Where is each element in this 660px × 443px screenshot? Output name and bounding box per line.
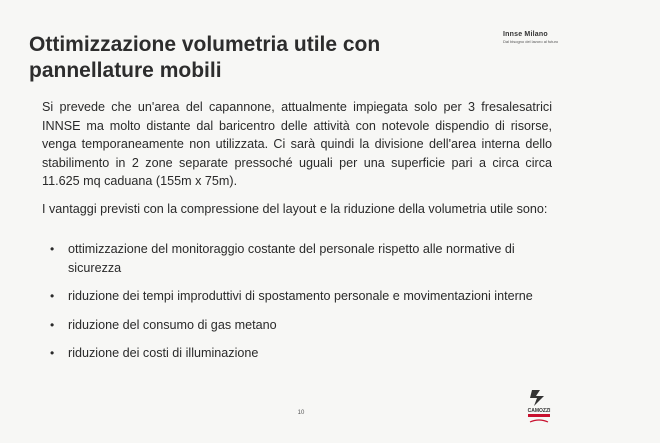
bullet-icon: •: [50, 242, 55, 256]
list-item: [48, 240, 558, 277]
list-item-text: riduzione del consumo di gas metano: [68, 317, 277, 332]
brand-name: Innse Milano: [503, 31, 548, 38]
list-item-text: riduzione dei tempi improduttivi di spostamento personale e movimentazioni interne: [68, 289, 533, 303]
bullet-icon: •: [50, 289, 55, 303]
brand-tagline: Dal bisogno del lavoro al futuro: [503, 39, 559, 44]
slide-title: Ottimizzazione volumetria utile con pannellature mobili: [29, 33, 381, 82]
list-item: [48, 316, 558, 335]
body-paragraph: Si prevede che un'area del capannone, attualmente impiegata solo per 3 fresalesatrici INNSE ma molto distante dal baricentro delle attività con notevole dispendio di risorse, venga temporaneamente non utilizzata. Ci sarà quindi la divisione dell'area interna dello stabilimento in 2 zone separate pressoché uguali per una superficie pari a circa circa 11.625 mq caduana (155m x 75m).: [42, 100, 552, 188]
benefits-intro: I vantaggi previsti con la compressione del layout e la riduzione della volumetria utile sono:: [42, 202, 548, 216]
list-item: [48, 344, 558, 363]
benefits-list: [48, 240, 558, 373]
bullet-icon: •: [50, 317, 55, 332]
bullet-icon: •: [50, 346, 55, 360]
list-item-text: riduzione dei costi di illuminazione: [68, 346, 259, 360]
list-item-text: ottimizzazione del monitoraggio costante del personale rispetto alle normative di sicurezza: [68, 242, 515, 275]
footer-logo-text: CAMOZZI: [527, 408, 551, 414]
brand-header: [503, 31, 575, 44]
list-item: [48, 287, 558, 306]
page-number: 10: [297, 410, 305, 416]
